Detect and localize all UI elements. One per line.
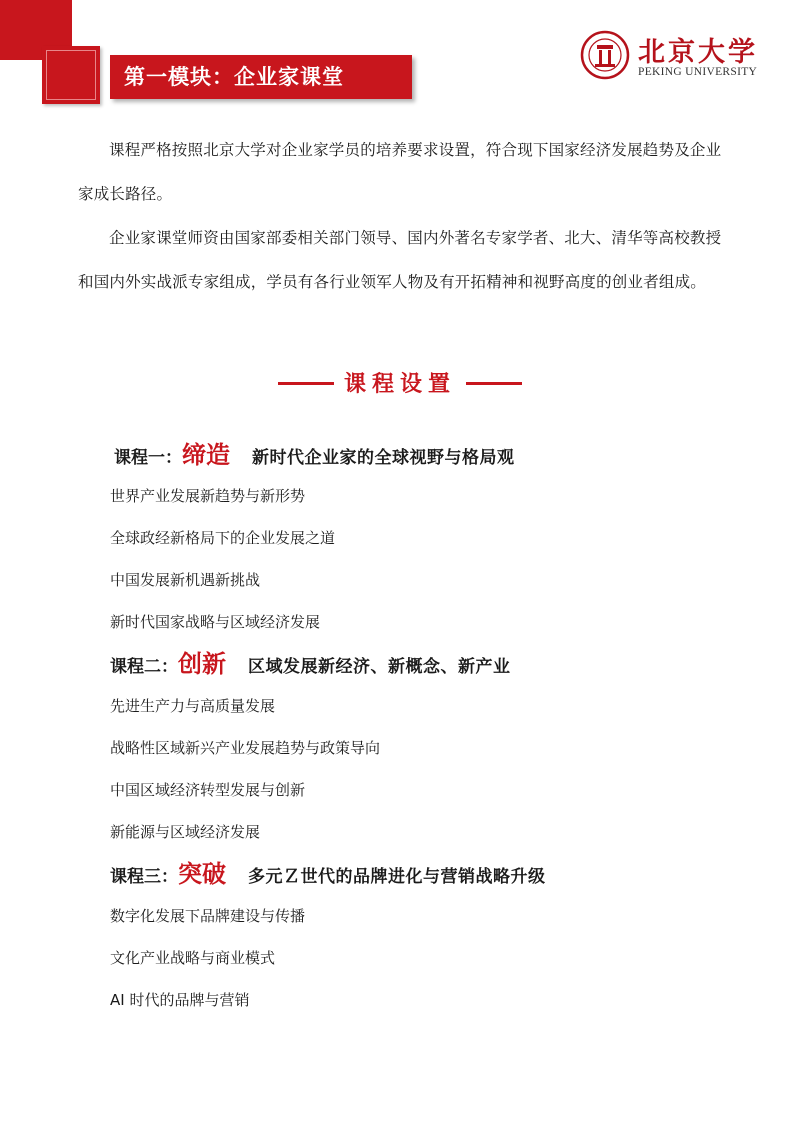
course-item: 中国区域经济转型发展与创新 [110, 781, 306, 799]
course-number: 课程二： [110, 657, 178, 677]
corner-decoration-square-outlined [42, 46, 100, 104]
course-item: 先进生产力与高质量发展 [110, 697, 276, 715]
course-header [114, 437, 515, 473]
intro-paragraph-1: 课程严格按照北京大学对企业家学员的培养要求设置，符合现下国家经济发展趋势及企业家成长路径。 [78, 141, 722, 203]
university-seal-icon [580, 30, 630, 80]
course-item: 数字化发展下品牌建设与传播 [110, 907, 306, 925]
course-number: 课程一： [114, 448, 182, 468]
course-keyword: 创新 [178, 650, 226, 678]
course-title: 区域发展新经济、新概念、新产业 [248, 657, 511, 677]
course-item: 全球政经新格局下的企业发展之道 [110, 529, 336, 547]
decoration-inner-frame [46, 50, 96, 100]
course-number: 课程三： [110, 867, 178, 887]
course-keyword: 突破 [178, 860, 226, 888]
logo-chinese-name: 北京大学 [638, 37, 758, 68]
course-title: 多元Ｚ世代的品牌进化与营销战略升级 [248, 867, 546, 887]
course-item: 新时代国家战略与区域经济发展 [110, 613, 321, 631]
section-heading [0, 365, 800, 405]
module-title-banner [110, 55, 412, 99]
intro-paragraph-2: 企业家课堂师资由国家部委相关部门领导、国内外著名专家学者、北大、清华等高校教授和国内外实战派专家组成，学员有各行业领军人物及有开拓精神和视野高度的创业者组成。 [78, 229, 722, 291]
course-title: 新时代企业家的全球视野与格局观 [252, 448, 515, 468]
section-heading-text: 课程设置 [343, 372, 456, 397]
course-item: 新能源与区域经济发展 [110, 823, 261, 841]
course-item: AI 时代的品牌与营销 [110, 991, 250, 1009]
module-title: 第一模块：企业家课堂 [124, 65, 344, 89]
course-item: 战略性区域新兴产业发展趋势与政策导向 [110, 739, 381, 757]
peking-university-logo [580, 30, 770, 80]
course-keyword: 缔造 [182, 441, 230, 469]
course-header [110, 856, 546, 892]
course-item: 中国发展新机遇新挑战 [110, 571, 261, 589]
heading-right-rule [466, 382, 522, 385]
course-item: 世界产业发展新趋势与新形势 [110, 487, 306, 505]
course-item: 文化产业战略与商业模式 [110, 949, 276, 967]
heading-left-rule [278, 382, 334, 385]
course-header [110, 646, 511, 682]
logo-english-name: PEKING UNIVERSITY [638, 66, 758, 78]
